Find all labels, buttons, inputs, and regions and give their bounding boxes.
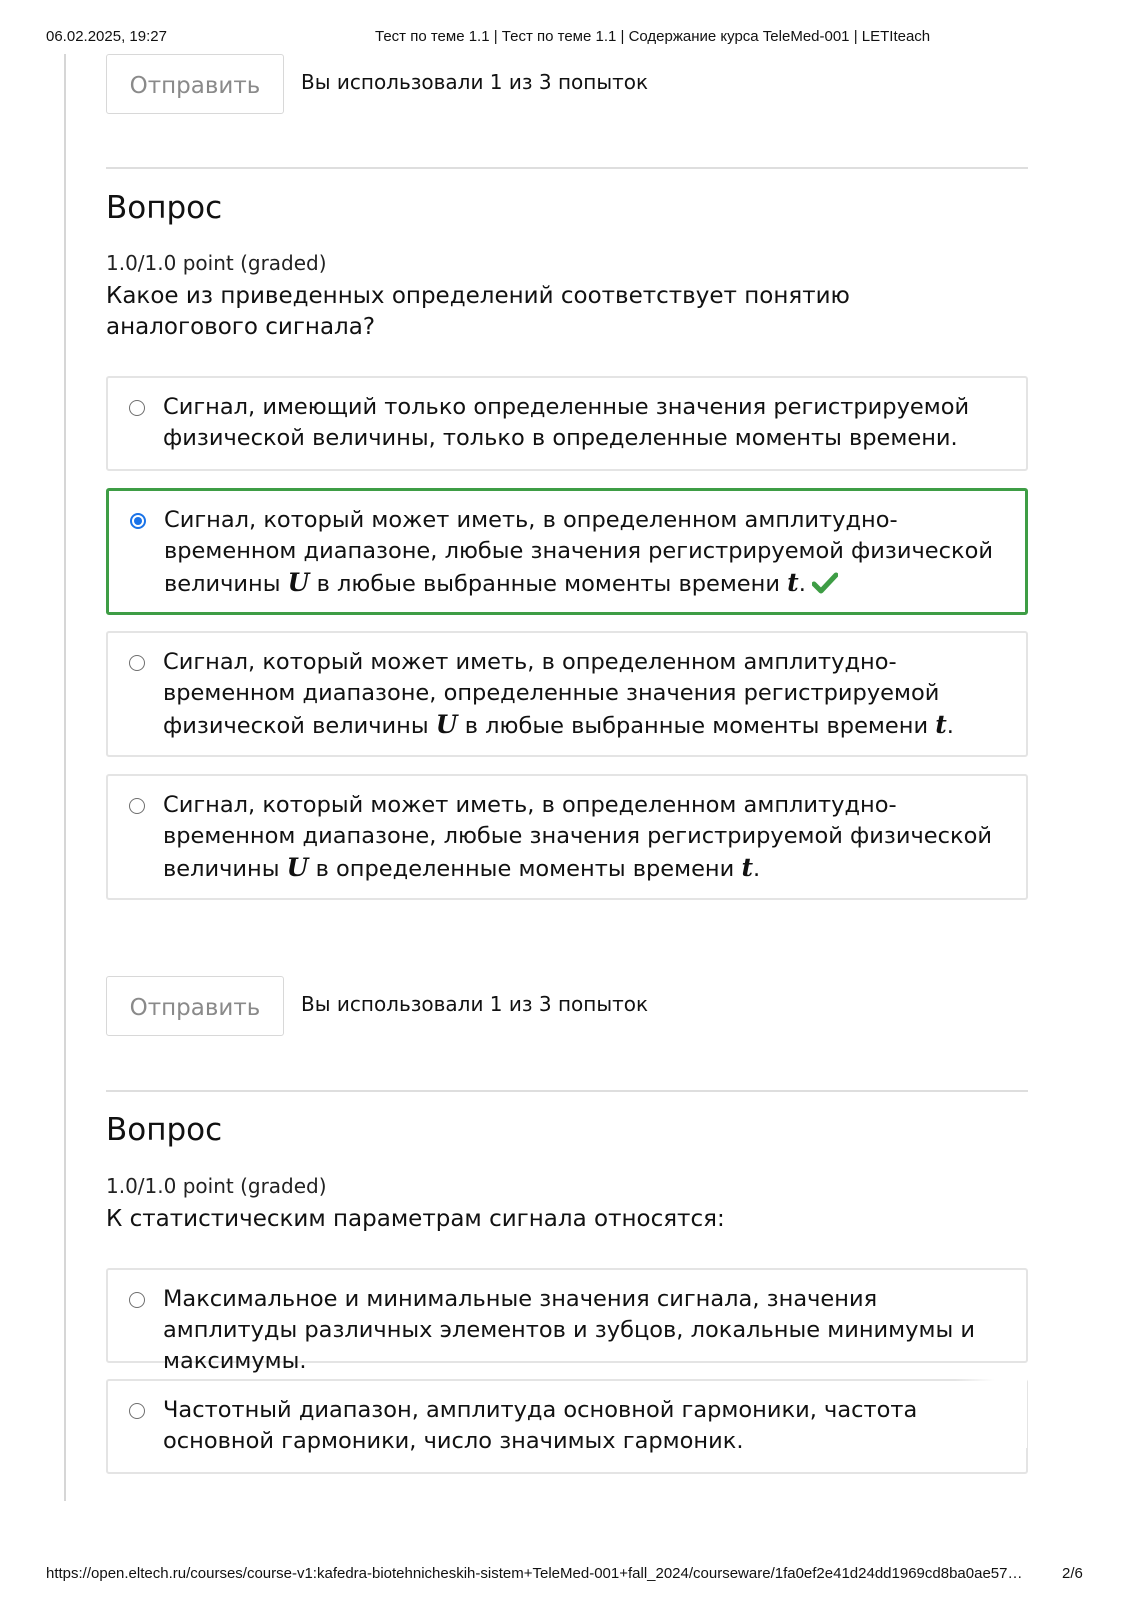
question-text: К статистическим параметрам сигнала относятся: (106, 1206, 725, 1232)
print-header (0, 28, 1131, 48)
answer-option-text: Частотный диапазон, амплитуда основной гармоники, частота основной гармоники, число значимых гармоник. (163, 1397, 918, 1454)
answer-option[interactable] (106, 376, 1028, 471)
answer-option-text: Сигнал, который может иметь, в определенном амплитудно-временном диапазоне, определенные значения регистрируемой физической величины U в любые выбранные моменты времени t. (163, 649, 954, 739)
radio-button[interactable] (129, 655, 145, 671)
print-page-title: Тест по теме 1.1 | Тест по теме 1.1 | Содержание курса TeleMed-001 | LETIteach (375, 28, 931, 45)
question-score: 1.0/1.0 point (graded) (106, 251, 327, 275)
attempts-counter: Вы использовали 1 из 3 попыток (301, 992, 649, 1016)
question-text: Какое из приведенных определений соответствует понятию аналогового сигнала? (106, 283, 850, 340)
attempts-counter: Вы использовали 1 из 3 попыток (301, 70, 649, 94)
answer-option-selected-correct[interactable] (106, 488, 1028, 615)
answer-option-text: Сигнал, который может иметь, в определенном амплитудно-временном диапазоне, любые значения регистрируемой физической величины U в любые выбранные моменты времени t. (164, 507, 993, 597)
question-divider (106, 1090, 1028, 1092)
scroll-fade-mask (955, 1378, 1027, 1448)
print-page-number: 2/6 (1062, 1565, 1083, 1582)
answer-option-text: Сигнал, который может иметь, в определенном амплитудно-временном диапазоне, любые значения регистрируемой физической величины U в определенные моменты времени t. (163, 792, 992, 882)
content-left-rule (64, 54, 66, 1501)
question-heading: Вопрос (106, 1112, 223, 1148)
submit-button[interactable]: Отправить (106, 976, 284, 1036)
radio-button[interactable] (129, 1292, 145, 1308)
radio-button-selected[interactable] (130, 513, 146, 529)
answer-option[interactable] (106, 1268, 1028, 1374)
check-icon (812, 572, 838, 594)
answer-option-text: Максимальное и минимальные значения сигнала, значения амплитуды различных элементов и зубцов, локальные минимумы и максимумы. (163, 1286, 975, 1374)
question-heading: Вопрос (106, 190, 223, 226)
question-score: 1.0/1.0 point (graded) (106, 1174, 327, 1198)
radio-button[interactable] (129, 1403, 145, 1419)
answer-option[interactable] (106, 631, 1028, 757)
answer-option[interactable] (106, 774, 1028, 900)
submit-button[interactable]: Отправить (106, 54, 284, 114)
question-divider (106, 167, 1028, 169)
print-footer (0, 1565, 1131, 1585)
print-date: 06.02.2025, 19:27 (46, 28, 167, 45)
answer-option[interactable] (106, 1379, 1028, 1474)
print-url: https://open.eltech.ru/courses/course-v1:kafedra-biotehnicheskih-sistem+TeleMed-001+fall_2024/courseware/1fa0ef2e41d24dd1969cd8ba0ae57… (46, 1565, 1023, 1582)
radio-button[interactable] (129, 798, 145, 814)
radio-button[interactable] (129, 400, 145, 416)
answer-option-text: Сигнал, имеющий только определенные значения регистрируемой физической величины, только в определенные моменты времени. (163, 394, 970, 451)
